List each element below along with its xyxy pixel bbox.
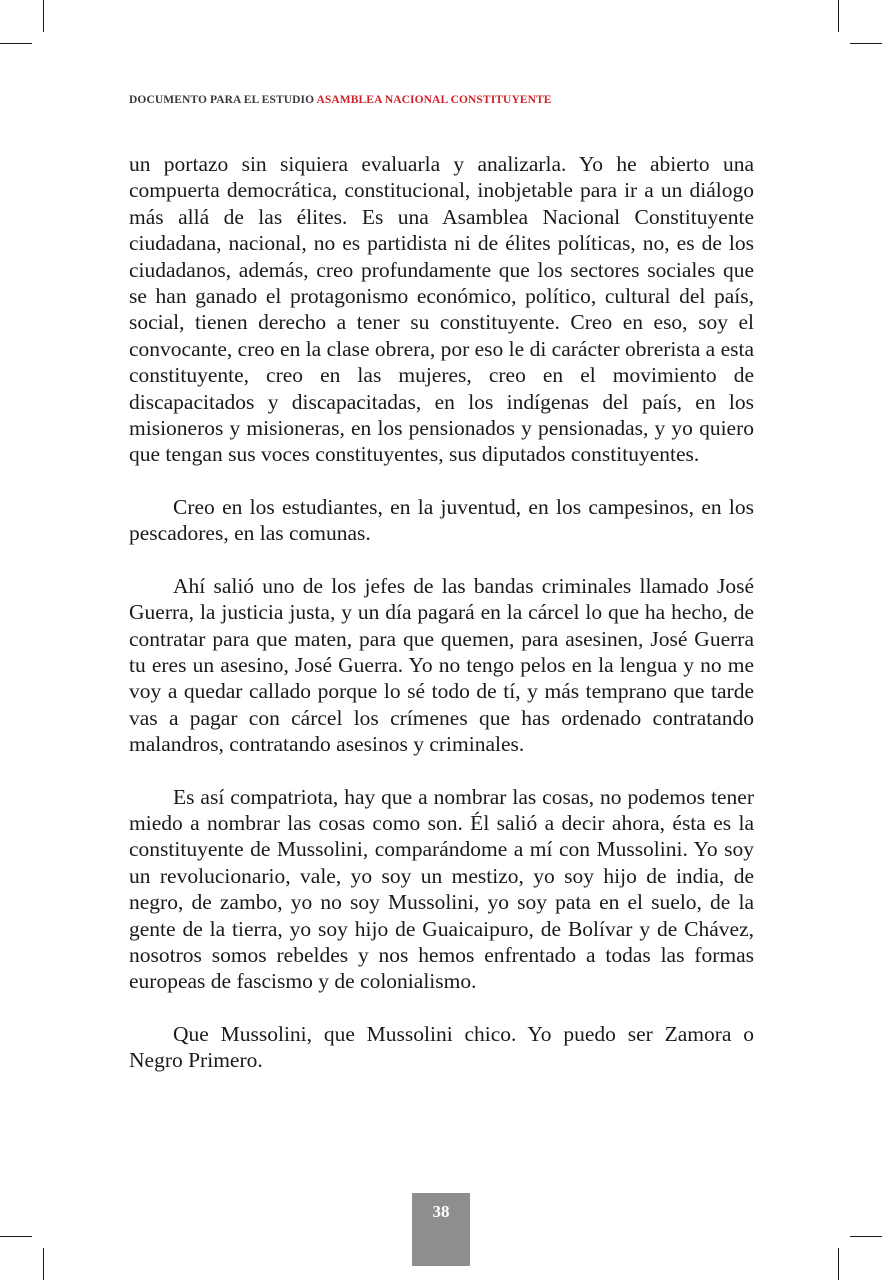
crop-mark-top-right-horizontal xyxy=(850,43,882,44)
crop-mark-top-left-horizontal xyxy=(0,43,32,44)
crop-mark-bottom-right-horizontal xyxy=(850,1236,882,1237)
paragraph-4: Es así compatriota, hay que a nombrar las cosas, no podemos tener miedo a nombrar las cosas como son. Él salió a decir ahora, ésta es la constituyente de Mussolini, comparándome a mí con Mussolini. Yo soy un revolucionario, vale, yo soy un mestizo, yo soy hijo de india, de negro, de zambo, yo no soy Mussolini, yo soy pata en el suelo, de la gente de la tierra, yo soy hijo de Guaicaipuro, de Bolívar y de Chávez, nosotros somos rebeldes y nos hemos enfrentado a todas las formas europeas de fascismo y de colonialismo. xyxy=(129,784,754,994)
crop-mark-top-right-vertical xyxy=(838,0,839,32)
crop-mark-bottom-left-horizontal xyxy=(0,1236,32,1237)
body-text xyxy=(129,151,754,1100)
crop-mark-top-left-vertical xyxy=(43,0,44,32)
page-number-tab xyxy=(412,1193,470,1266)
crop-mark-bottom-left-vertical xyxy=(43,1248,44,1280)
paragraph-3: Ahí salió uno de los jefes de las bandas criminales llamado José Guerra, la justicia justa, y un día pagará en la cárcel lo que ha hecho, de contratar para que maten, para que quemen, para asesinen, José Guerra tu eres un asesino, José Guerra. Yo no tengo pelos en la lengua y no me voy a quedar callado porque lo sé todo de tí, y más temprano que tarde vas a pagar con cárcel los crímenes que has ordenado contratando malandros, contratando asesinos y criminales. xyxy=(129,573,754,757)
paragraph-5: Que Mussolini, que Mussolini chico. Yo puedo ser Zamora o Negro Primero. xyxy=(129,1021,754,1073)
header-title: ASAMBLEA NACIONAL CONSTITUYENTE xyxy=(316,94,552,106)
paragraph-2: Creo en los estudiantes, en la juventud, en los campesinos, en los pescadores, en las comunas. xyxy=(129,494,754,546)
running-header xyxy=(129,94,552,106)
header-series: DOCUMENTO PARA EL ESTUDIO xyxy=(129,94,315,106)
page-number: 38 xyxy=(432,1202,450,1221)
crop-mark-bottom-right-vertical xyxy=(838,1248,839,1280)
paragraph-1: un portazo sin siquiera evaluarla y analizarla. Yo he abierto una compuerta democrática, constitucional, inobjetable para ir a un diálogo más allá de las élites. Es una Asamblea Nacional Constituyente ciudadana, nacional, no es partidista ni de élites políticas, no, es de los ciudadanos, además, creo profundamente que los sectores sociales que se han ganado el protagonismo económico, político, cultural del país, social, tienen derecho a tener su constituyente. Creo en eso, soy el convocante, creo en la clase obrera, por eso le di carácter obrerista a esta constituyente, creo en las mujeres, creo en el movimiento de discapacitados y discapacitadas, en los indígenas del país, en los misioneros y misioneras, en los pensionados y pensionadas, y yo quiero que tengan sus voces constituyentes, sus diputados constituyentes. xyxy=(129,152,754,467)
